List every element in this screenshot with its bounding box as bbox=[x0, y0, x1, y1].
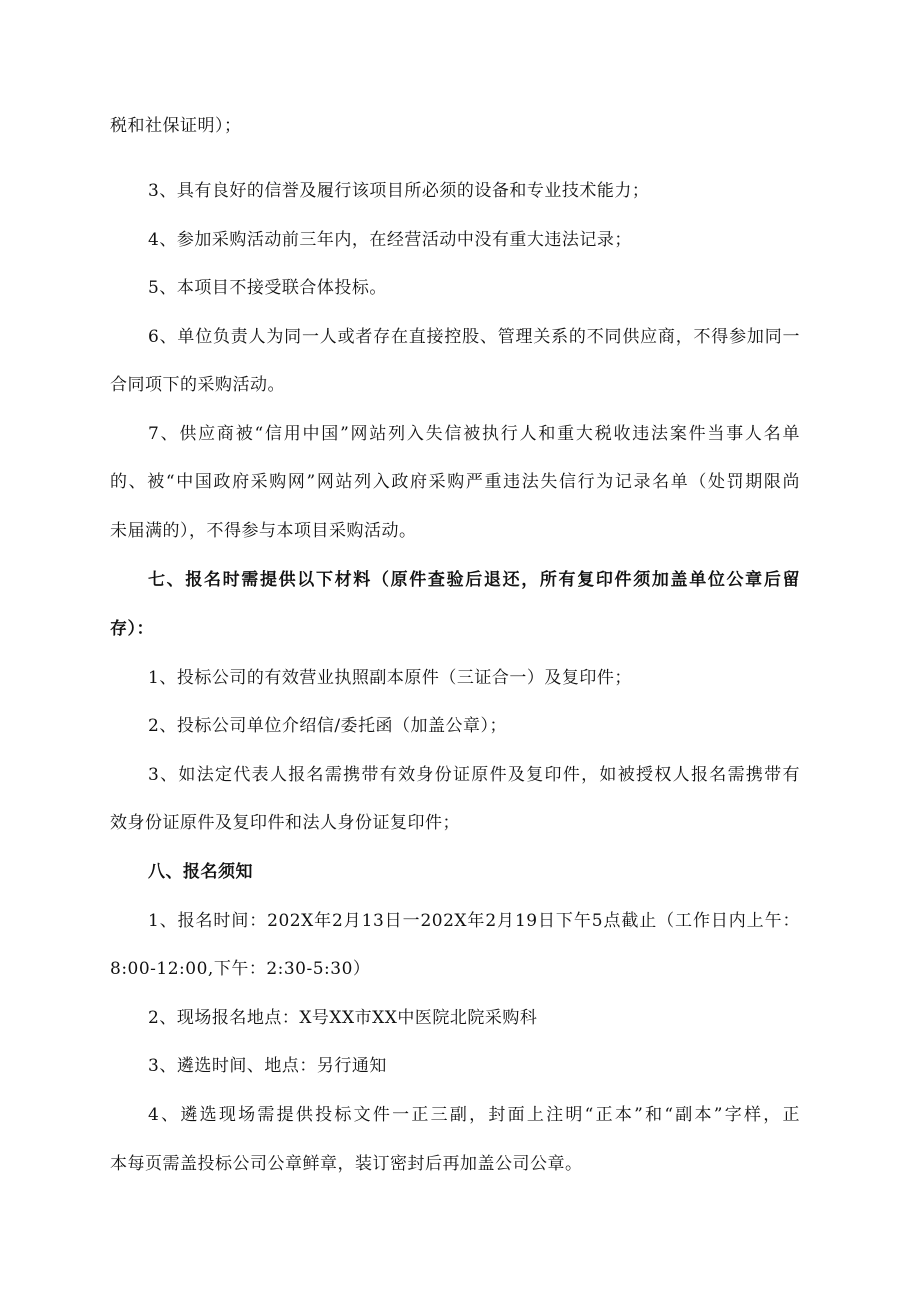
paragraph-line-05: 6、单位负责人为同一人或者存在直接控股、管理关系的不同供应商，不得参加同一 bbox=[148, 327, 800, 347]
paragraph-line-15: 效身份证原件及复印件和法人身份证复印件； bbox=[110, 813, 460, 833]
paragraph-line-19: 2、现场报名地点：X号XX市XX中医院北院采购科 bbox=[148, 1008, 538, 1028]
paragraph-line-01: 税和社保证明）； bbox=[110, 116, 242, 136]
paragraph-line-06: 合同项下的采购活动。 bbox=[110, 375, 285, 395]
section-heading-seven: 七、报名时需提供以下材料（原件查验后退还，所有复印件须加盖单位公章后留 bbox=[148, 570, 800, 590]
paragraph-line-03: 4、参加采购活动前三年内，在经营活动中没有重大违法记录； bbox=[148, 230, 632, 250]
paragraph-line-17: 1、报名时间：202X年2月13日一202X年2月19日下午5点截止（工作日内上午： bbox=[148, 911, 800, 931]
section-heading-eight: 八、报名须知 bbox=[148, 862, 253, 882]
paragraph-line-12: 1、投标公司的有效营业执照副本原件（三证合一）及复印件； bbox=[148, 668, 632, 688]
paragraph-line-04: 5、本项目不接受联合体投标。 bbox=[148, 278, 387, 298]
paragraph-line-02: 3、具有良好的信誉及履行该项目所必须的设备和专业技术能力； bbox=[148, 181, 650, 201]
paragraph-line-22: 本每页需盖投标公司公章鲜章，装订密封后再加盖公司公章。 bbox=[110, 1154, 583, 1174]
paragraph-line-18: 8:00-12:00,下午：2:30-5:30） bbox=[110, 959, 371, 979]
paragraph-line-20: 3、遴选时间、地点：另行通知 bbox=[148, 1056, 387, 1076]
paragraph-line-13: 2、投标公司单位介绍信/委托函（加盖公章）； bbox=[148, 716, 508, 736]
section-heading-seven-cont: 存）： bbox=[110, 619, 154, 639]
paragraph-line-08: 的、被“中国政府采购网”网站列入政府采购严重违法失信行为记录名单（处罚期限尚 bbox=[110, 472, 800, 492]
paragraph-line-09: 未届满的），不得参与本项目采购活动。 bbox=[110, 521, 417, 541]
paragraph-line-21: 4、遴选现场需提供投标文件一正三副，封面上注明“正本”和“副本”字样，正 bbox=[148, 1105, 800, 1125]
paragraph-line-07: 7、供应商被“信用中国”网站列入失信被执行人和重大税收违法案件当事人名单 bbox=[148, 424, 800, 444]
paragraph-line-14: 3、如法定代表人报名需携带有效身份证原件及复印件，如被授权人报名需携带有 bbox=[148, 765, 800, 785]
